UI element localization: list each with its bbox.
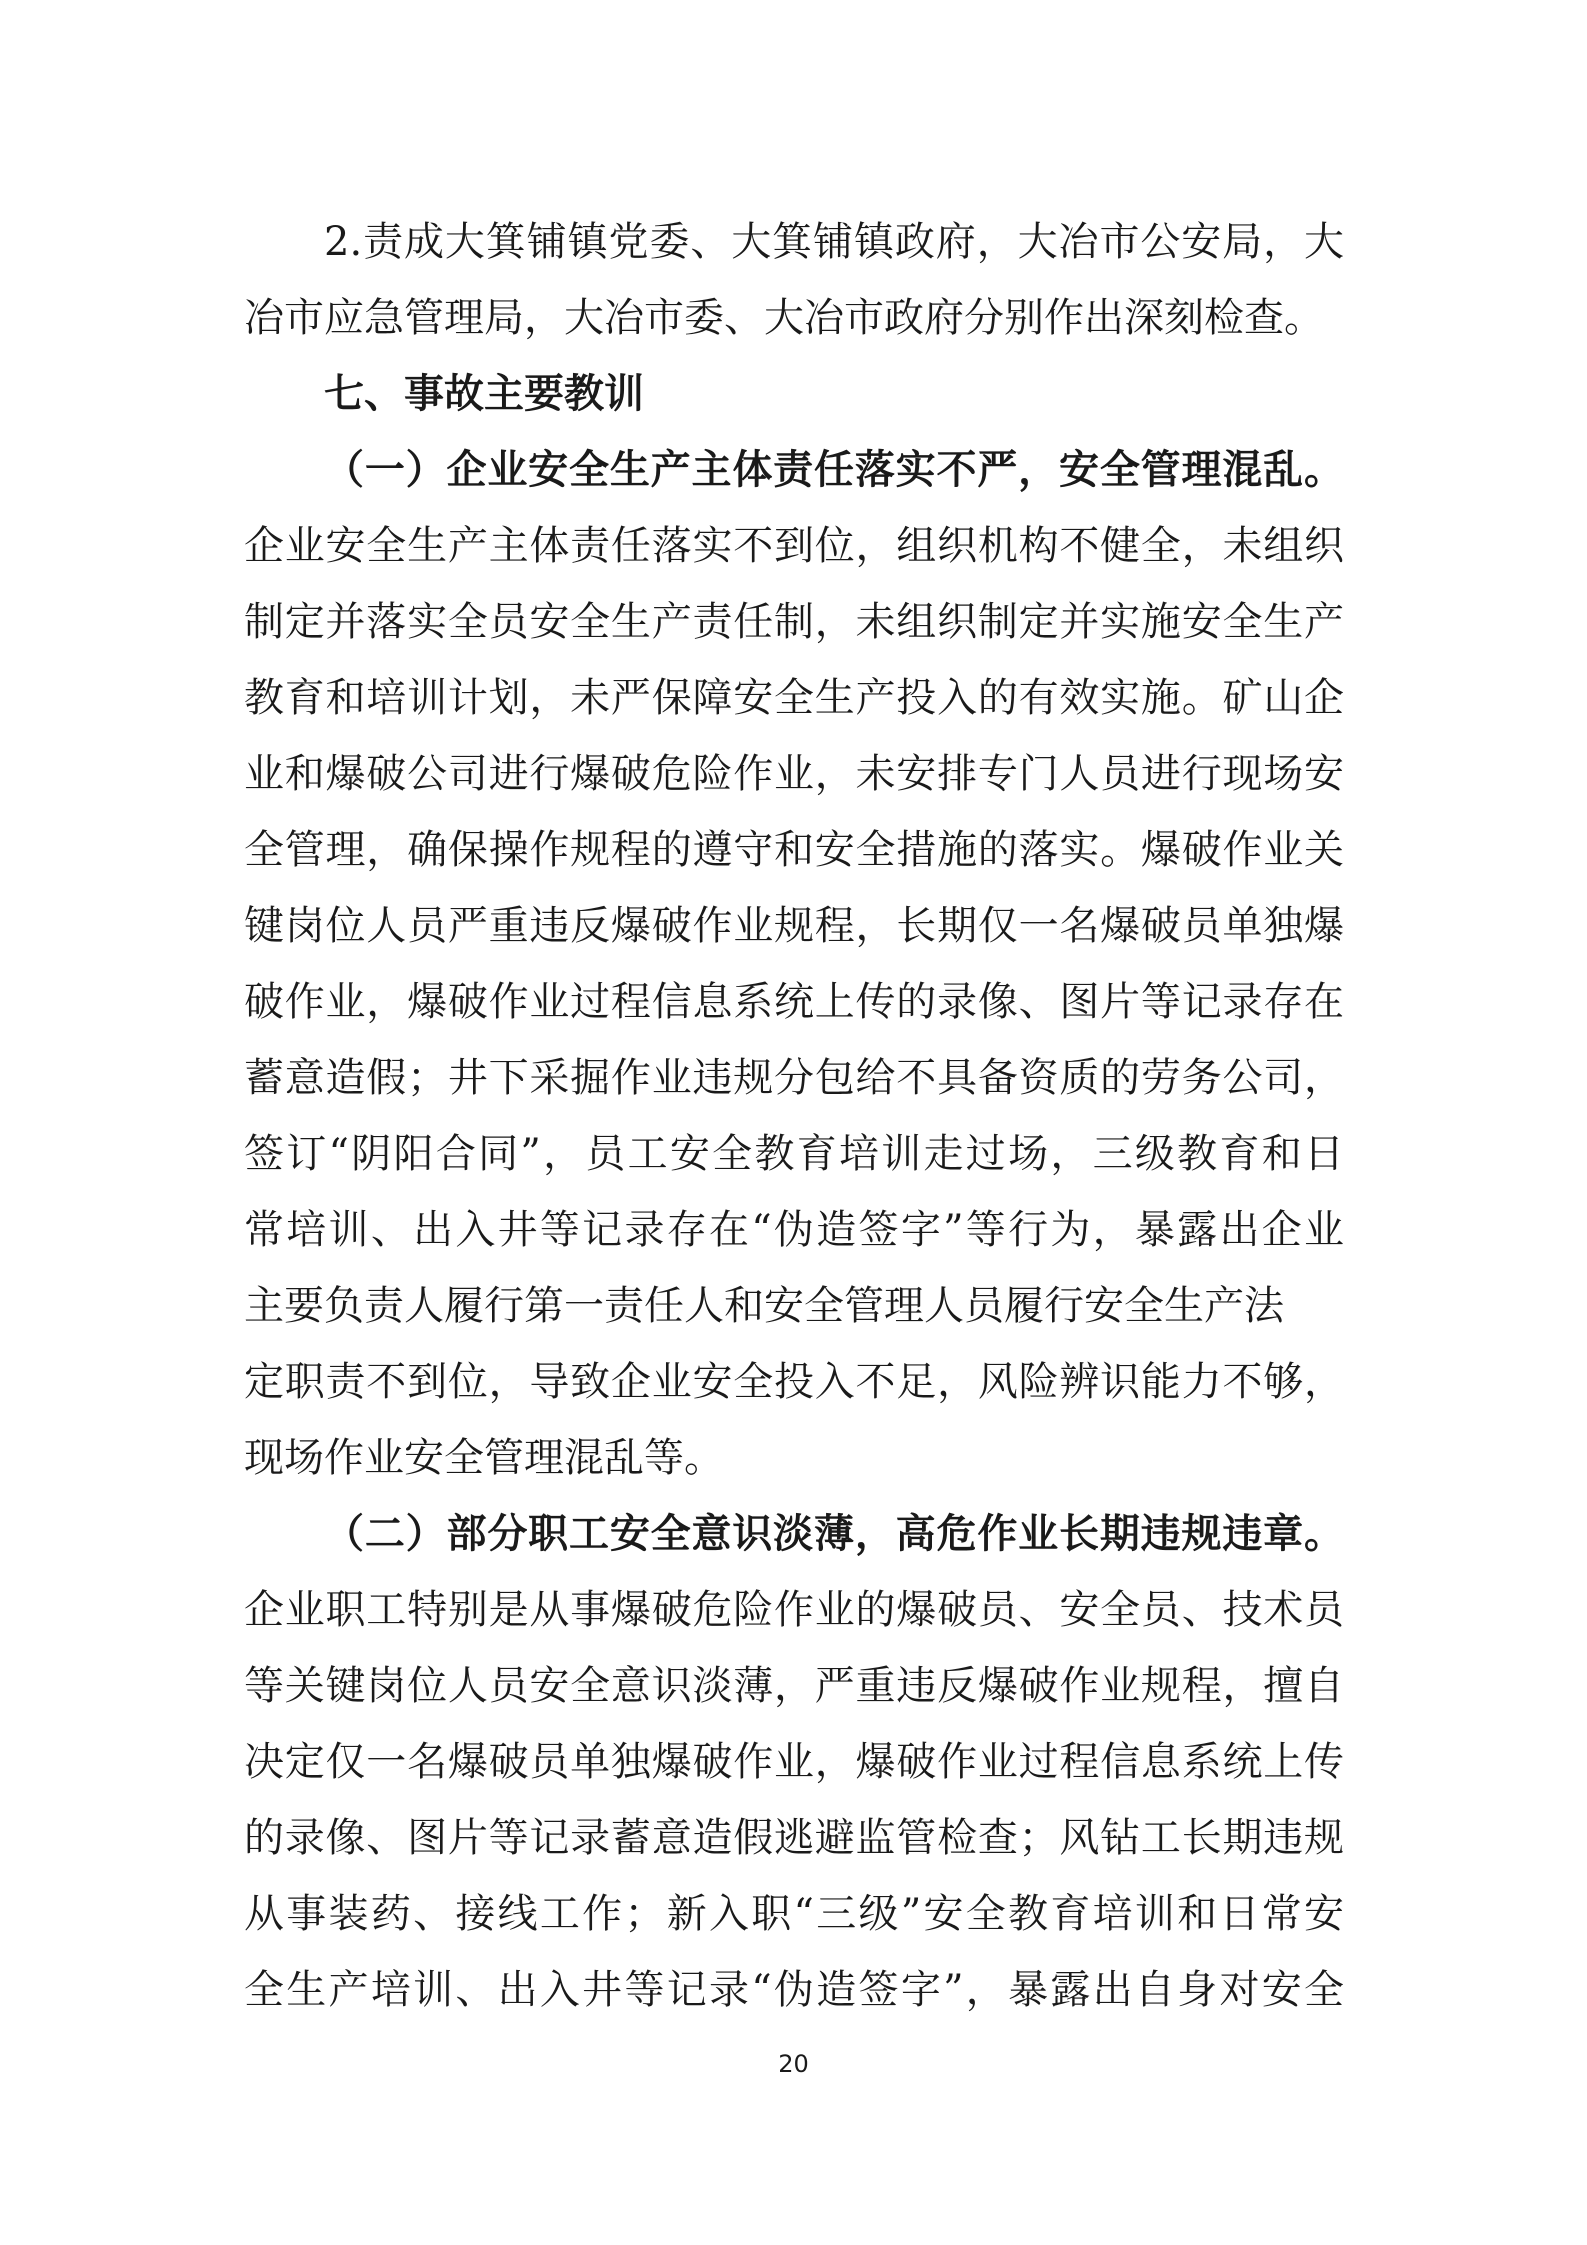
page-number: 20 — [778, 2050, 809, 2078]
paragraph-line: 冶市应急管理局，大冶市委、大冶市政府分别作出深刻检查。 — [244, 295, 1324, 341]
paragraph-line: 制定并落实全员安全生产责任制，未组织制定并实施安全生产 — [244, 599, 1344, 645]
subsection-heading: （二）部分职工安全意识淡薄，高危作业长期违规违章。 — [324, 1510, 1344, 1557]
paragraph-line: 破作业，爆破作业过程信息系统上传的录像、图片等记录存在 — [244, 979, 1344, 1025]
paragraph-line: 企业职工特别是从事爆破危险作业的爆破员、安全员、技术员 — [244, 1587, 1344, 1633]
paragraph-line: 的录像、图片等记录蓄意造假逃避监管检查；风钻工长期违规 — [244, 1815, 1344, 1861]
paragraph-line: 签订“阴阳合同”，员工安全教育培训走过场，三级教育和日 — [244, 1131, 1344, 1177]
paragraph-line: 全生产培训、出入井等记录“伪造签字”，暴露出自身对安全 — [244, 1967, 1344, 2013]
paragraph-line: 企业安全生产主体责任落实不到位，组织机构不健全，未组织 — [244, 523, 1344, 569]
paragraph-line: 等关键岗位人员安全意识淡薄，严重违反爆破作业规程，擅自 — [244, 1663, 1344, 1709]
body-text — [244, 204, 1344, 2028]
paragraph-line: 2.责成大箕铺镇党委、大箕铺镇政府，大冶市公安局，大 — [324, 219, 1344, 265]
paragraph-line: 蓄意造假；井下采掘作业违规分包给不具备资质的劳务公司， — [244, 1055, 1344, 1101]
paragraph-line: 键岗位人员严重违反爆破作业规程，长期仅一名爆破员单独爆 — [244, 903, 1344, 949]
paragraph-line: 决定仅一名爆破员单独爆破作业，爆破作业过程信息系统上传 — [244, 1739, 1344, 1785]
section-heading: 七、事故主要教训 — [324, 371, 644, 417]
paragraph-line: 全管理，确保操作规程的遵守和安全措施的落实。爆破作业关 — [244, 827, 1344, 873]
paragraph-line: 从事装药、接线工作；新入职“三级”安全教育培训和日常安 — [244, 1891, 1344, 1937]
paragraph-line: 主要负责人履行第一责任人和安全管理人员履行安全生产法 — [244, 1283, 1284, 1329]
paragraph-line: 业和爆破公司进行爆破危险作业，未安排专门人员进行现场安 — [244, 751, 1344, 797]
paragraph-line: 常培训、出入井等记录存在“伪造签字”等行为，暴露出企业 — [244, 1207, 1344, 1253]
paragraph-line: 现场作业安全管理混乱等。 — [244, 1435, 724, 1481]
subsection-heading: （一）企业安全生产主体责任落实不严，安全管理混乱。 — [324, 446, 1344, 493]
paragraph-line: 教育和培训计划，未严保障安全生产投入的有效实施。矿山企 — [244, 675, 1344, 721]
paragraph-line: 定职责不到位，导致企业安全投入不足，风险辨识能力不够， — [244, 1359, 1344, 1405]
